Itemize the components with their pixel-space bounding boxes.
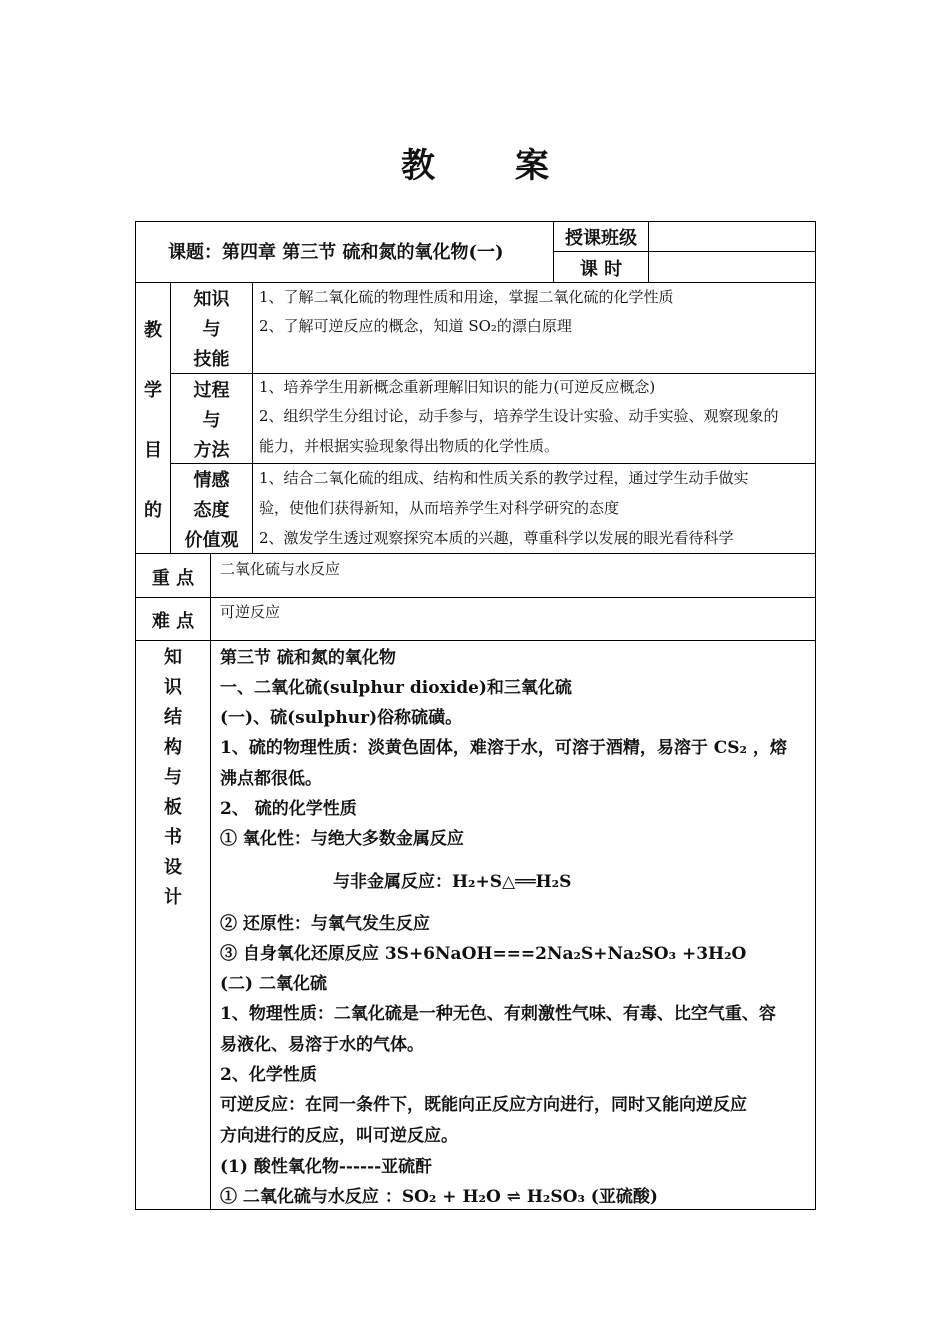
heading-1: 一、二氧化硫(sulphur dioxide)和三氧化硫 (220, 678, 572, 698)
sulphur-physical-cont: 沸点都很低。 (220, 769, 322, 789)
nonmetal-reaction: 与非金属反应：H₂+S△══H₂S (333, 872, 572, 892)
hours-label: 课 时 (579, 259, 623, 280)
acidic-oxide: (1) 酸性氧化物------亚硫酐 (220, 1157, 433, 1177)
process-line: 2、组织学生分组讨论，动手参与，培养学生设计实验、动手实验、观察现象的 (259, 407, 779, 425)
document-title (0, 138, 950, 187)
topic-title: 课题：第四章 第三节 硫和氮的氧化物(一) (168, 242, 504, 263)
reducing: ② 还原性：与氧气发生反应 (220, 914, 430, 934)
reversible-def: 可逆反应：在同一条件下，既能向正反应方向进行，同时又能向逆反应 (220, 1095, 747, 1115)
so2-chemical: 2、化学性质 (220, 1065, 317, 1085)
reversible-def-cont: 方向进行的反应，叫可逆反应。 (220, 1126, 458, 1146)
knowledge-line: 1、了解二氧化硫的物理性质和用途，掌握二氧化硫的化学性质 (259, 288, 674, 306)
knowledge-line: 2、了解可逆反应的概念，知道 SO₂的漂白原理 (259, 317, 572, 335)
attitude-line: 1、结合二氧化硫的组成、结构和性质关系的教学过程，通过学生动手做实 (259, 469, 749, 487)
sulphur-physical: 1、硫的物理性质：淡黄色固体，难溶于水，可溶于酒精，易溶于 CS₂ ，熔 (220, 738, 787, 758)
so2-water: ① 二氧化硫与水反应 ：SO₂ + H₂O ⇌ H₂SO₃ (亚硫酸) (220, 1187, 658, 1207)
title-char: 案 (515, 146, 549, 186)
section-heading: 第三节 硫和氮的氧化物 (220, 648, 396, 668)
difficult-point-text: 可逆反应 (220, 603, 281, 621)
attitude-line: 2、激发学生透过观察探究本质的兴趣，尊重科学以发展的眼光看待科学 (259, 529, 734, 547)
process-line: 能力，并根据实验现象得出物质的化学性质。 (259, 437, 560, 455)
attitude-line: 验，使他们获得新知，从而培养学生对科学研究的态度 (259, 499, 620, 517)
self-redox: ③ 自身氧化还原反应 3S+6NaOH===2Na₂S+Na₂SO₃ +3H₂O (220, 944, 747, 964)
heading-sulphur: (一)、硫(sulphur)俗称硫磺。 (220, 708, 463, 728)
class-label: 授课班级 (565, 228, 637, 249)
key-point-text: 二氧化硫与水反应 (220, 560, 341, 578)
key-point-label: 重 点 (151, 568, 195, 589)
oxidizing: ① 氧化性：与绝大多数金属反应 (220, 829, 464, 849)
so2-physical: 1、物理性质：二氧化硫是一种无色、有刺激性气味、有毒、比空气重、容 (220, 1004, 776, 1024)
so2-physical-cont: 易液化、易溶于水的气体。 (220, 1035, 424, 1055)
title-char: 教 (401, 146, 435, 186)
sulphur-chemical: 2、 硫的化学性质 (220, 799, 357, 819)
process-line: 1、培养学生用新概念重新理解旧知识的能力(可逆反应概念) (259, 378, 656, 396)
heading-so2: (二) 二氧化硫 (220, 974, 328, 994)
difficult-point-label: 难 点 (151, 611, 195, 632)
